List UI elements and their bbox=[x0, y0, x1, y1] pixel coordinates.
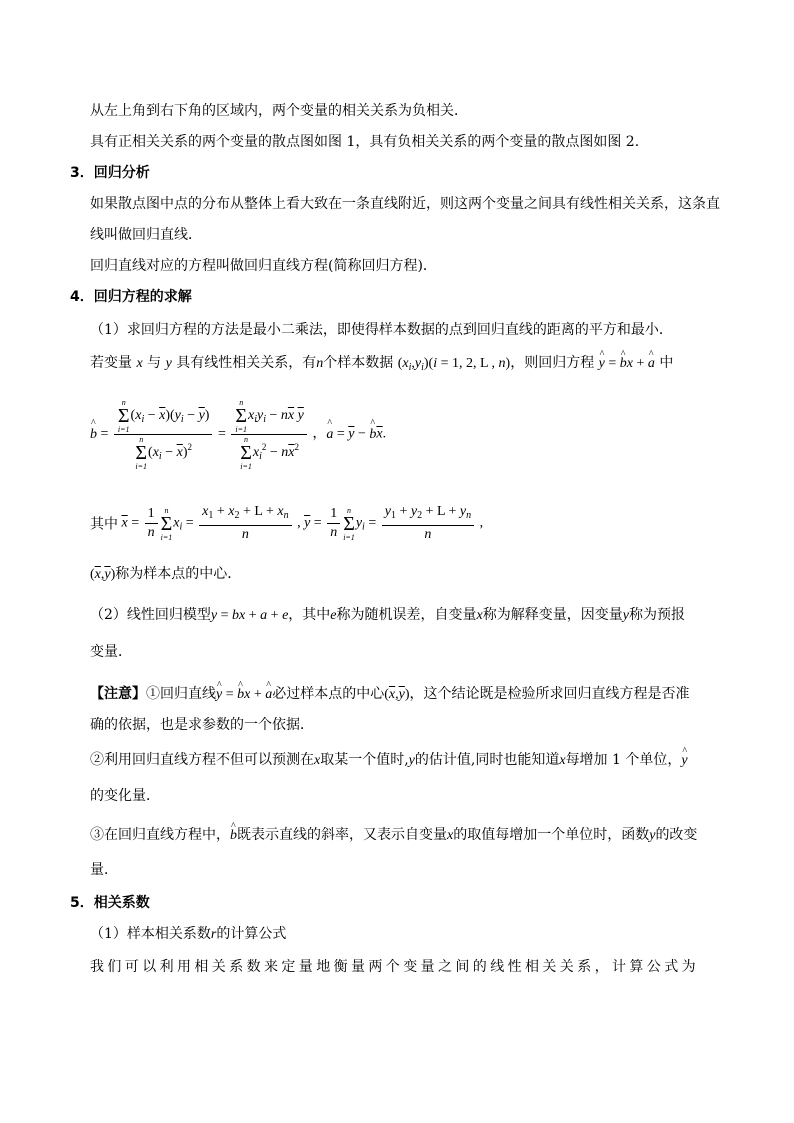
section-3-paragraph-1a: 如果散点图中点的分布从整体上看大致在一条直线附近，则这两个变量之间具有线性相关关系，这条直 bbox=[90, 196, 720, 212]
section-5-paragraph-2: 我们可以利用相关系数来定量地衡量两个变量之间的线性相关关系，计算公式为 bbox=[90, 959, 699, 975]
section-3-paragraph-1b: 线叫做回归直线． bbox=[90, 227, 202, 243]
paragraph-negative-correlation: 从左上角到右下角的区域内，两个变量的相关关系为负相关． bbox=[90, 103, 468, 119]
section-3-title: 3．回归分析 bbox=[70, 165, 150, 181]
section-4-title: 4．回归方程的求解 bbox=[70, 289, 192, 305]
section-5-title: 5．相关系数 bbox=[70, 895, 150, 911]
paragraph-scatter-figures: 具有正相关关系的两个变量的散点图如图 1，具有负相关关系的两个变量的散点图如图 2. bbox=[90, 134, 640, 150]
linear-model-line: （2）线性回归模型y = bx + a + e，其中e称为随机误差，自变量x称为解释变量，因变量y称为预报 bbox=[90, 607, 685, 623]
var-y: y bbox=[165, 356, 172, 371]
note-2-line-2: 的变化量． bbox=[90, 788, 160, 804]
note-3-line-1: ③在回归直线方程中，^ b既表示直线的斜率，又表示自变量x的取值每增加一个单位时，函数y的改变 bbox=[90, 825, 697, 846]
fraction-b-hat-2: n Σ i=1 $x_iy_i - n\overline{x}$ $\overline{y}$ n Σ i=1 $x_i^2 - n\overline{x}^2$ bbox=[231, 398, 306, 471]
note-1-line-2: 确的依据，也是求参数的一个依据． bbox=[90, 717, 314, 733]
linear-model-line-2: 变量． bbox=[90, 644, 132, 660]
section-3-paragraph-2: 回归直线对应的方程叫做回归直线方程(简称回归方程)． bbox=[90, 258, 437, 274]
formula-b-hat: ^ b = n Σ i=1 $(x_i - \overline{x})(y_i - \overline{y})$ n Σ i=1 $(x_i - \overline{x})^2$ = n Σ i=1 $x_iy_i - n\overline{x}$ $\overline{y}$ n Σ i=1 $x_i^2 - n\overline{x}^2$ ，^ $a = \overline{y}$ − ^ $b\overline{x}$. bbox=[90, 398, 386, 468]
note-1-line-1: 【注意】①回归直线^ y = ^ bx + ^ a必过样本点的中心$(\overline{x},\overline{y})$，这个结论既是检验所求回归直线方程是否准 bbox=[90, 684, 690, 705]
regression-equation: ^ y = ^ bx + ^ a bbox=[599, 356, 655, 371]
var-x: x bbox=[136, 356, 143, 371]
section-5-paragraph-1: （1）样本相关系数r的计算公式 bbox=[90, 926, 287, 942]
fraction-b-hat-1: n Σ i=1 $(x_i - \overline{x})(y_i - \overline{y})$ n Σ i=1 $(x_i - \overline{x})^2$ bbox=[114, 398, 213, 471]
section-4-least-squares: （1）求回归方程的方法是最小二乘法，即使得样本数据的点到回归直线的距离的平方和最小． bbox=[90, 322, 673, 338]
section-4-regression-setup: 若变量 x 与 y 具有线性相关关系，有n个样本数据 $(x_i,y_i)(i = 1$, 2, L , n)，则回归方程 ^ y = ^ bx + ^ a 中 bbox=[90, 353, 673, 378]
note-3-line-2: 量． bbox=[90, 862, 118, 878]
formula-means: 其中 $\overline{x}$ = $\frac{1}{n}$ n Σ i=1 $x_i$ = $\frac{x_1 + x_2 + L + x_n}{n}$ , $\overline{y}$ = $\frac{1}{n}$ n Σ i=1 $y_i$ = $\frac{y_1 + y_2 + L + y_n}{n}$ , bbox=[90, 504, 484, 542]
note-2-line-1: ②利用回归直线方程不但可以预测在x取某一个值时,y的估计值,同时也能知道x每增加 1 个单位，^ y bbox=[90, 750, 688, 771]
sample-center-line: $(\overline{x},\overline{y})$称为样本点的中心． bbox=[90, 566, 242, 582]
var-n: n bbox=[316, 356, 324, 371]
sample-data-formula: $(x_i,y_i)(i = 1$, 2, L , n) bbox=[397, 356, 511, 373]
